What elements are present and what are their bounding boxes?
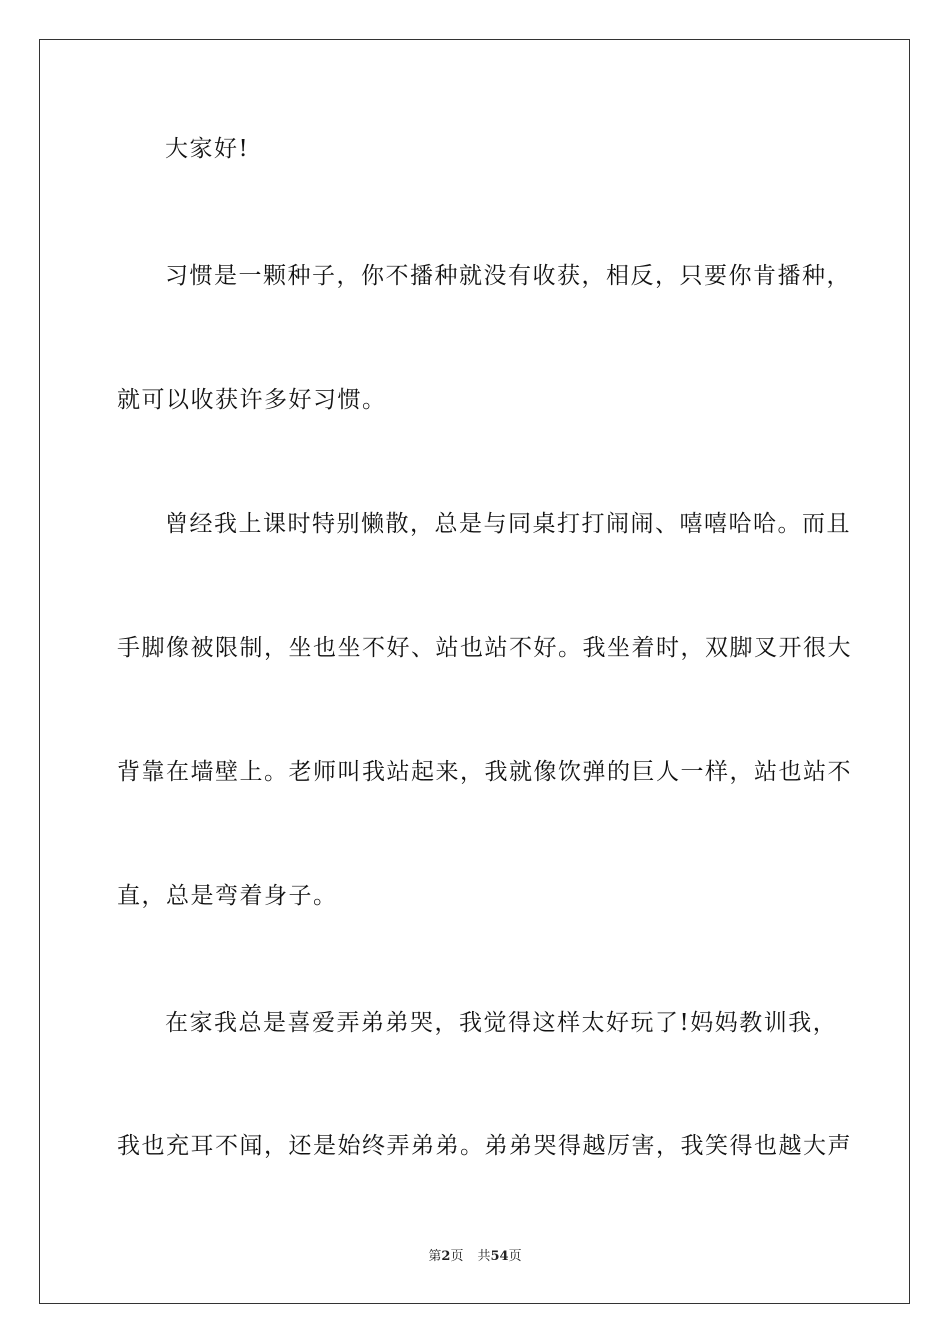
page-prefix: 第 bbox=[428, 1249, 442, 1264]
greeting-line: 大家好! bbox=[165, 136, 250, 162]
paragraph-line: 在家我总是喜爱弄弟弟哭，我觉得这样太好玩了!妈妈教训我， bbox=[165, 1010, 838, 1036]
paragraph-line: 手脚像被限制，坐也坐不好、站也站不好。我坐着时，双脚叉开很大 bbox=[117, 635, 852, 661]
page-number: 2 bbox=[441, 1249, 451, 1264]
paragraph-line: 就可以收获许多好习惯。 bbox=[117, 387, 387, 413]
paragraph-line: 曾经我上课时特别懒散，总是与同桌打打闹闹、嘻嘻哈哈。而且 bbox=[165, 511, 851, 537]
total-pages: 54 bbox=[490, 1249, 509, 1264]
page-border bbox=[39, 39, 910, 1304]
page-footer bbox=[0, 1248, 950, 1266]
paragraph-line: 背靠在墙壁上。老师叫我站起来，我就像饮弹的巨人一样，站也站不 bbox=[117, 759, 852, 785]
total-prefix: 共 bbox=[477, 1249, 491, 1264]
total-suffix: 页 bbox=[508, 1249, 522, 1264]
paragraph-line: 直，总是弯着身子。 bbox=[117, 883, 338, 909]
paragraph-line: 习惯是一颗种子，你不播种就没有收获，相反，只要你肯播种， bbox=[165, 263, 851, 289]
paragraph-line: 我也充耳不闻，还是始终弄弟弟。弟弟哭得越厉害，我笑得也越大声 bbox=[117, 1133, 852, 1159]
page-suffix: 页 bbox=[450, 1249, 464, 1264]
